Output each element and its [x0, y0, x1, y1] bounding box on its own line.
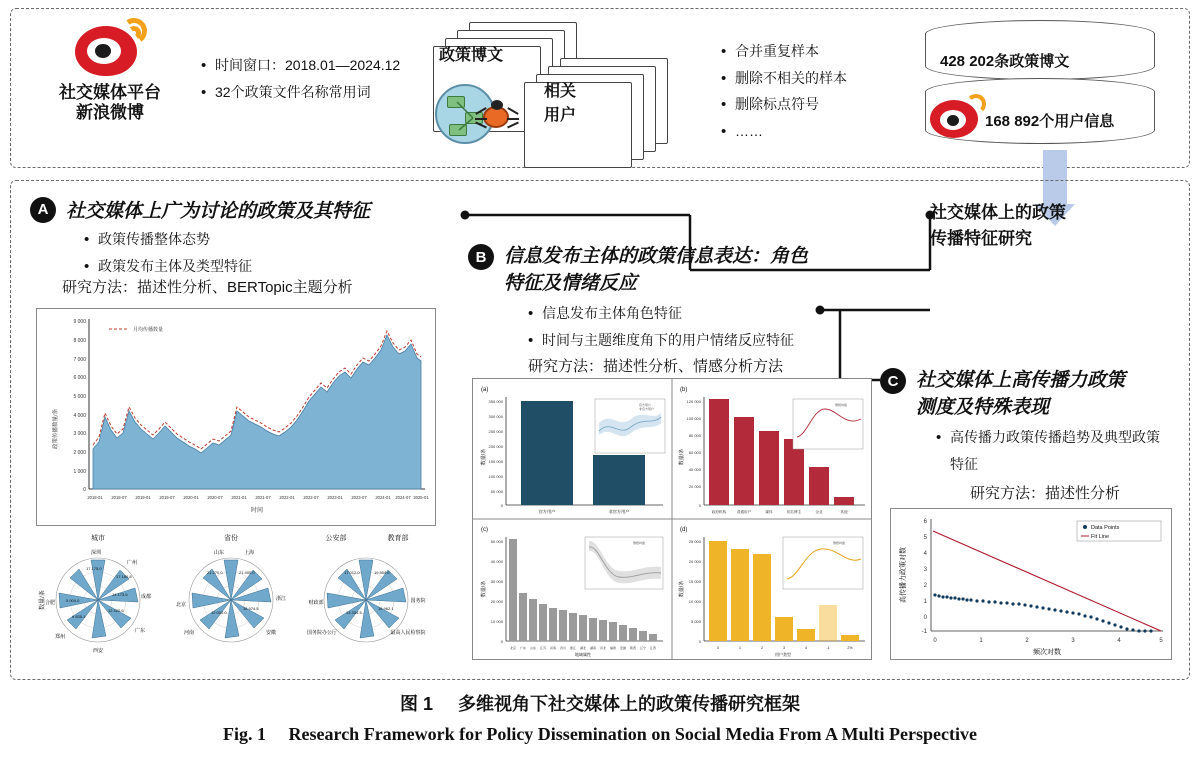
svg-text:河南: 河南: [183, 630, 195, 636]
svg-text:1: 1: [923, 599, 927, 605]
svg-text:非官方用户: 非官方用户: [608, 509, 630, 514]
svg-text:21 270.0: 21 270.0: [207, 570, 223, 575]
svg-text:其他: 其他: [840, 510, 848, 514]
weibo-logo-icon: [71, 18, 149, 80]
svg-text:上海: 上海: [243, 550, 255, 556]
svg-text:17 180.8: 17 180.8: [116, 574, 132, 579]
svg-text:3: 3: [1071, 638, 1075, 644]
svg-text:5: 5: [1159, 638, 1163, 644]
svg-text:频次对数: 频次对数: [1033, 649, 1061, 656]
list-item: • 政策传播整体态势: [84, 226, 408, 253]
platform-name-line1: 社交媒体平台: [59, 83, 161, 102]
section-a-badge: A: [30, 197, 56, 223]
list-item: • 删除不相关的样本: [721, 65, 945, 92]
svg-text:50 000: 50 000: [490, 539, 503, 544]
svg-text:高传播力政策对数: 高传播力政策对数: [900, 547, 907, 603]
svg-text:20 000: 20 000: [688, 484, 701, 489]
svg-text:时间: 时间: [250, 508, 264, 514]
svg-text:河南: 河南: [549, 646, 557, 650]
svg-text:40 000: 40 000: [688, 467, 701, 472]
svg-text:北京: 北京: [509, 646, 517, 650]
svg-text:2025-01: 2025-01: [413, 495, 429, 500]
svg-text:50 000: 50 000: [490, 489, 503, 494]
svg-text:2020-07: 2020-07: [207, 495, 223, 500]
svg-text:350 000: 350 000: [488, 399, 503, 404]
svg-text:2023-01: 2023-01: [327, 495, 343, 500]
figure-caption-en-label: Fig. 1: [223, 724, 267, 744]
svg-text:情感均值: 情感均值: [833, 541, 846, 545]
svg-text:公安部: 公安部: [325, 535, 347, 542]
svg-text:河北: 河北: [599, 646, 607, 650]
svg-text:城市: 城市: [91, 535, 105, 542]
section-b-method: 研究方法：描述性分析、情感分析方法: [528, 358, 784, 375]
list-item: • 信息发布主体角色特征: [528, 300, 912, 327]
section-b-badge: B: [468, 244, 494, 270]
list-item: • 时间与主题维度角下的用户情绪反应特征: [528, 327, 912, 354]
svg-text:2%: 2%: [847, 646, 853, 650]
svg-text:辽宁: 辽宁: [639, 646, 647, 650]
svg-text:地域属性: 地域属性: [575, 652, 591, 657]
svg-text:江苏: 江苏: [539, 646, 547, 650]
svg-text:20 000: 20 000: [490, 599, 503, 604]
svg-text:150 000: 150 000: [488, 459, 503, 464]
svg-text:0: 0: [717, 646, 719, 650]
svg-text:2022-07: 2022-07: [303, 495, 319, 500]
svg-text:深圳: 深圳: [90, 550, 102, 556]
section-c-title-line2: 测度及特殊表现: [916, 396, 1050, 418]
figure-caption-zh: [0, 690, 1200, 716]
svg-text:1: 1: [739, 646, 741, 650]
svg-text:教育部: 教育部: [387, 535, 409, 542]
svg-text:2022-01: 2022-01: [279, 495, 295, 500]
db-users-count: 168 892个用户信息: [985, 113, 1115, 130]
svg-text:2021-01: 2021-01: [231, 495, 247, 500]
svg-text:5 000.0: 5 000.0: [66, 598, 80, 603]
svg-text:7 000: 7 000: [73, 357, 86, 363]
weibo-small-icon: [928, 92, 986, 138]
svg-text:3: 3: [783, 646, 785, 650]
svg-text:非官方用户: 非官方用户: [639, 407, 655, 411]
list-item: • 删除标点符号: [721, 91, 945, 118]
svg-text:情感均值: 情感均值: [633, 541, 646, 545]
svg-text:知名博主: 知名博主: [786, 510, 802, 514]
svg-text:数量/条: 数量/条: [481, 448, 487, 466]
svg-text:省份: 省份: [224, 535, 238, 542]
figure-caption-zh-label: 图 1: [399, 694, 433, 714]
svg-text:湖北: 湖北: [579, 646, 587, 650]
list-item: • 时间窗口：2018.01—2024.12: [201, 52, 425, 79]
svg-text:北京: 北京: [175, 602, 187, 608]
svg-text:官方用户: 官方用户: [639, 403, 652, 407]
svg-text:0: 0: [933, 638, 937, 644]
svg-text:(a): (a): [481, 387, 489, 393]
svg-text:5 000: 5 000: [690, 619, 701, 624]
svg-text:山东: 山东: [529, 646, 537, 650]
section-b-title-line1: 信息发布主体的政策信息表达：角色: [504, 246, 809, 267]
svg-text:2024-07: 2024-07: [395, 495, 411, 500]
section-a-title: 社交媒体上广为讨论的政策及其特征: [66, 201, 371, 222]
svg-text:江西: 江西: [649, 646, 657, 650]
svg-text:(d): (d): [680, 527, 688, 533]
svg-text:2018-01: 2018-01: [87, 495, 103, 500]
svg-text:数量/条: 数量/条: [481, 580, 487, 598]
svg-text:情感均值: 情感均值: [835, 403, 848, 407]
svg-text:16 962.1: 16 962.1: [378, 606, 394, 611]
svg-text:0: 0: [500, 639, 503, 644]
chart-a-polar-group: [36, 528, 436, 660]
svg-text:80 000: 80 000: [688, 433, 701, 438]
chart-c-scatter: [890, 508, 1172, 660]
svg-text:福建: 福建: [609, 646, 617, 650]
svg-text:3 000: 3 000: [73, 431, 86, 437]
svg-text:8 000: 8 000: [73, 338, 86, 344]
chart-b-panels: [472, 378, 872, 660]
chart-a-linechart: [36, 308, 436, 526]
platform-name-line2: 新浪微博: [76, 103, 144, 123]
svg-text:3: 3: [923, 567, 927, 573]
svg-text:月均传播数量: 月均传播数量: [133, 327, 164, 333]
svg-text:2: 2: [761, 646, 763, 650]
svg-text:(c): (c): [481, 527, 488, 533]
svg-text:2023-07: 2023-07: [351, 495, 367, 500]
svg-text:6 000: 6 000: [73, 375, 86, 381]
svg-text:陕西: 陕西: [629, 646, 637, 650]
svg-text:5 000: 5 000: [73, 394, 86, 400]
collection-bullets: [185, 52, 425, 105]
section-a-method: 研究方法：描述性分析、BERTopic主题分析: [62, 279, 353, 296]
svg-text:12 420.6: 12 420.6: [108, 608, 124, 613]
svg-text:0: 0: [923, 615, 927, 621]
svg-text:浙江: 浙江: [569, 646, 577, 650]
svg-text:4: 4: [805, 646, 807, 650]
svg-text:1 000: 1 000: [73, 469, 86, 475]
svg-text:100 000: 100 000: [686, 416, 701, 421]
svg-text:30 000: 30 000: [490, 579, 503, 584]
svg-text:4: 4: [923, 551, 927, 557]
svg-text:官方用户: 官方用户: [538, 509, 556, 514]
section-c-bullets: [920, 424, 1170, 477]
svg-text:2020-01: 2020-01: [183, 495, 199, 500]
svg-text:山东: 山东: [213, 550, 225, 556]
svg-text:60 000: 60 000: [688, 450, 701, 455]
user-doc-label-line1: 相关: [544, 83, 577, 100]
section-c-header: [880, 368, 1180, 421]
list-item: • 合并重复样本: [721, 38, 945, 65]
framework-right-title-line2: 传播特征研究: [930, 228, 1032, 248]
list-item: • 高传播力政策传播趋势及典型政策特征: [936, 424, 1170, 477]
user-doc-label-line2: 用户: [544, 107, 577, 124]
svg-text:4 000: 4 000: [73, 413, 86, 419]
framework-right-title-line1: 社交媒体上的政策: [930, 203, 1066, 222]
svg-text:0: 0: [83, 487, 86, 493]
svg-text:14 173.5: 14 173.5: [112, 592, 128, 597]
svg-text:普通用户: 普通用户: [736, 510, 752, 514]
svg-text:数量/条: 数量/条: [679, 580, 685, 598]
section-c-badge: C: [880, 368, 906, 394]
svg-text:浙江: 浙江: [275, 596, 287, 602]
svg-text:-1: -1: [921, 629, 927, 635]
svg-text:17 175.0: 17 175.0: [86, 566, 102, 571]
svg-text:2: 2: [923, 583, 927, 589]
list-item: • 32个政策文件名称常用词: [201, 79, 425, 106]
svg-text:广东: 广东: [134, 628, 146, 634]
svg-text:13 334.3: 13 334.3: [346, 610, 362, 615]
db-posts-count: 428 202条政策博文: [940, 53, 1070, 70]
svg-text:最高人民检察院: 最高人民检察院: [390, 630, 426, 636]
svg-text:广东: 广东: [519, 646, 527, 650]
svg-text:6: 6: [923, 519, 927, 525]
svg-text:100 000: 100 000: [488, 474, 503, 479]
svg-text:12 000.0: 12 000.0: [211, 610, 227, 615]
svg-text:国务院办公厅: 国务院办公厅: [306, 630, 338, 636]
section-c-method: 研究方法：描述性分析: [970, 485, 1121, 502]
svg-text:120 000: 120 000: [686, 399, 701, 404]
svg-text:国务院: 国务院: [410, 598, 426, 604]
section-b-bullets: [512, 300, 912, 353]
svg-text:1: 1: [979, 638, 983, 644]
svg-text:0: 0: [698, 639, 701, 644]
svg-text:企业: 企业: [815, 510, 823, 514]
svg-text:19 804.6: 19 804.6: [374, 570, 390, 575]
list-item: • 政策发布主体及类型特征: [84, 253, 408, 280]
svg-text:数量/条: 数量/条: [679, 448, 685, 466]
svg-text:2021-07: 2021-07: [255, 495, 271, 500]
doc-label: 政策博文: [439, 47, 504, 64]
svg-text:20 000: 20 000: [688, 559, 701, 564]
svg-text:25 000: 25 000: [688, 539, 701, 544]
svg-text:2019-01: 2019-01: [135, 495, 151, 500]
section-c-title-line1: 社交媒体上高传播力政策: [916, 370, 1126, 391]
svg-text:政府机构: 政府机构: [711, 510, 727, 514]
svg-text:西安: 西安: [92, 648, 104, 654]
svg-text:16 974.5: 16 974.5: [243, 606, 259, 611]
svg-text:200 000: 200 000: [488, 444, 503, 449]
svg-text:0: 0: [500, 503, 503, 508]
svg-text:财政部: 财政部: [308, 600, 324, 606]
svg-text:-1: -1: [826, 646, 830, 650]
svg-text:9 835.1: 9 835.1: [72, 614, 86, 619]
svg-text:300 000: 300 000: [488, 414, 503, 419]
svg-text:Fit Line: Fit Line: [1091, 534, 1110, 540]
svg-text:合肥: 合肥: [44, 600, 56, 606]
figure-caption-en: [0, 724, 1200, 745]
svg-text:2019-07: 2019-07: [159, 495, 175, 500]
svg-text:政策传播数量/条: 政策传播数量/条: [53, 408, 59, 450]
svg-text:250 000: 250 000: [488, 429, 503, 434]
svg-text:湖南: 湖南: [589, 646, 597, 650]
svg-text:9 000: 9 000: [73, 319, 86, 325]
svg-text:17 012.0: 17 012.0: [344, 570, 360, 575]
user-doc-stack: [520, 58, 670, 158]
svg-text:郑州: 郑州: [54, 634, 66, 640]
section-b-title-line2: 特征及情绪反应: [504, 272, 638, 294]
section-a-header: [30, 196, 370, 223]
framework-right-title: [930, 200, 1066, 251]
cleaning-bullets: [705, 38, 945, 144]
section-b-header: [468, 244, 868, 297]
section-a-bullets: [68, 226, 408, 279]
svg-text:15 000: 15 000: [688, 579, 701, 584]
svg-text:成都: 成都: [140, 594, 152, 600]
svg-text:2018-07: 2018-07: [111, 495, 127, 500]
platform-block: [30, 18, 190, 124]
svg-text:5: 5: [923, 535, 927, 541]
list-item: • ……: [721, 118, 945, 145]
svg-text:2 000: 2 000: [73, 450, 86, 456]
figure-caption-en-text: Research Framework for Policy Dissemination on Social Media From A Multi Perspective: [288, 724, 977, 744]
svg-text:(b): (b): [680, 387, 688, 393]
svg-text:0: 0: [698, 503, 701, 508]
svg-text:40 000: 40 000: [490, 559, 503, 564]
svg-text:安徽: 安徽: [265, 630, 277, 636]
svg-text:媒体: 媒体: [765, 510, 773, 514]
svg-text:安徽: 安徽: [619, 646, 627, 650]
svg-text:Data Points: Data Points: [1091, 525, 1120, 531]
svg-text:四川: 四川: [559, 646, 567, 650]
svg-text:2024-01: 2024-01: [375, 495, 391, 500]
figure-caption-zh-text: 多维视角下社交媒体上的政策传播研究框架: [458, 694, 801, 714]
svg-text:广州: 广州: [126, 560, 138, 566]
svg-text:10 000: 10 000: [688, 599, 701, 604]
svg-text:4: 4: [1117, 638, 1121, 644]
svg-text:2: 2: [1025, 638, 1029, 644]
svg-text:用户类型: 用户类型: [775, 652, 791, 657]
svg-text:数量/条: 数量/条: [40, 590, 46, 610]
svg-text:21 400.0: 21 400.0: [239, 570, 255, 575]
svg-text:10 000: 10 000: [490, 619, 503, 624]
